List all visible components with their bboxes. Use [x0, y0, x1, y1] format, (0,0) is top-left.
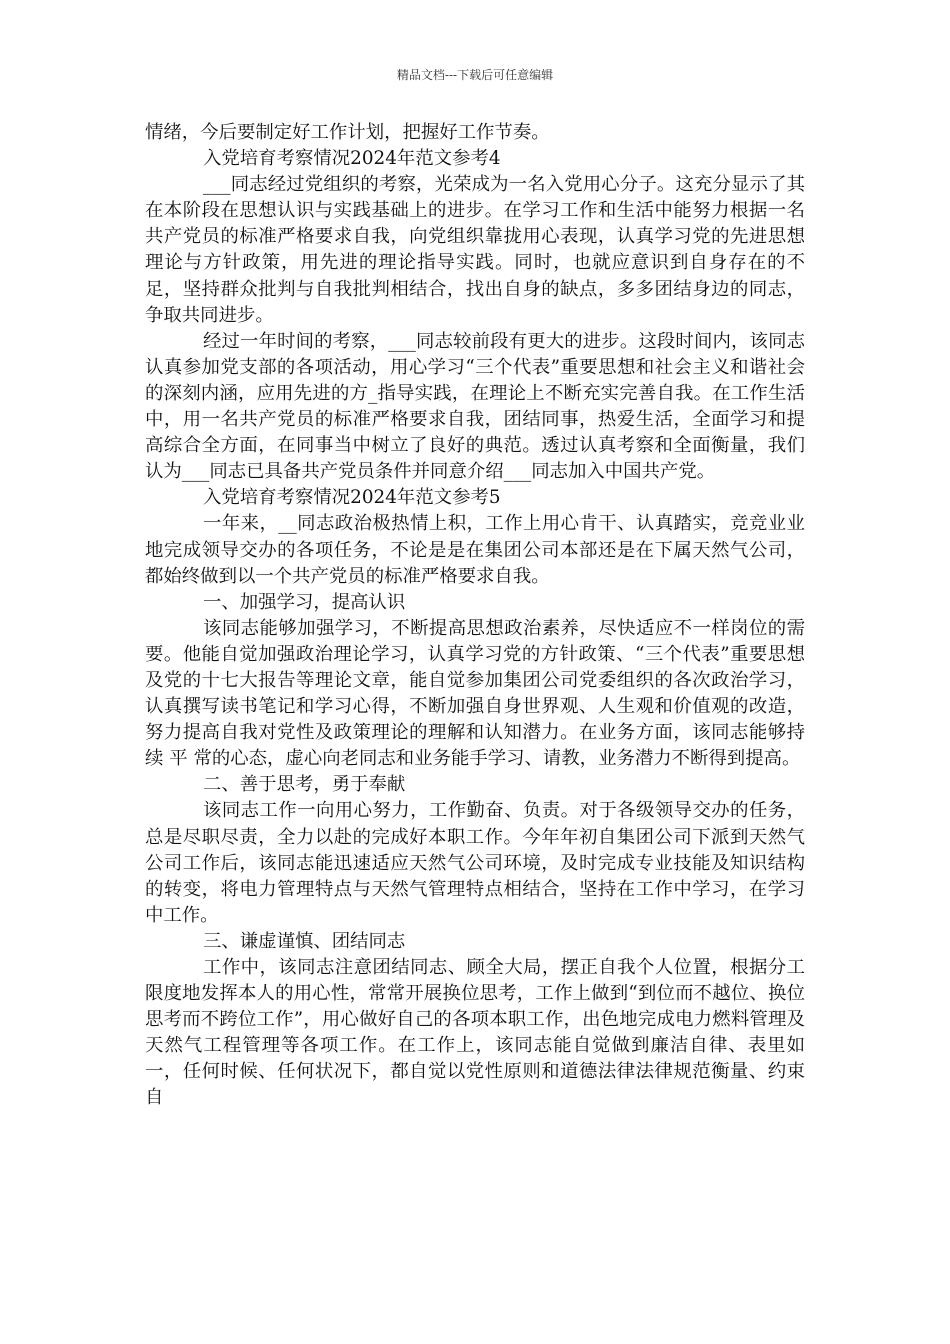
document-body: [145, 120, 805, 1112]
paragraph: 三、谦虚谨慎、团结同志: [203, 930, 406, 952]
paragraph: 该同志工作一向用心努力，工作勤奋、负责。对于各级领导交办的任务，总是尽职尽责，全力以赴的完成好本职工作。今年年初自集团公司下派到天然气公司工作后，该同志能迅速适应天然气公司环境，及时完成专业技能及知识结构的转变，将电力管理特点与天然气管理特点相结合，坚持在工作中学习，在学习中工作。: [145, 800, 805, 926]
paragraph: 二、善于思考，勇于奉献: [203, 774, 406, 796]
paragraph: 经过一年时间的考察，___同志较前段有更大的进步。这段时间内，该同志认真参加党支部的各项活动，用心学习“三个代表”重要思想和社会主义和谐社会的深刻内涵，应用先进的方_指导实践，在理论上不断充实完善自我。在工作生活中，用一名共产党员的标准严格要求自我，团结同事，热爱生活，全面学习和提高综合全方面，在同事当中树立了良好的典范。透过认真考察和全面衡量，我们认为___同志已具备共产党员条件并同意介绍___同志加入中国共产党。: [145, 330, 805, 483]
paragraph: ___同志经过党组织的考察，光荣成为一名入党用心分子。这充分显示了其在本阶段在思想认识与实践基础上的进步。在学习工作和生活中能努力根据一名共产党员的标准严格要求自我，向党组织靠拢用心表现，认真学习党的先进思想理论与方针政策，用先进的理论指导实践。同时，也就应意识到自身存在的不足，坚持群众批判与自我批判相结合，找出自身的缺点，多多团结身边的同志，争取共同进步。: [145, 174, 805, 326]
paragraph: 该同志能够加强学习，不断提高思想政治素养，尽快适应不一样岗位的需要。他能自觉加强政治理论学习，认真学习党的方针政策、“三个代表”重要思想及党的十七大报告等理论文章，能自觉参加集团公司党委组织的各次政治学习，认真撰写读书笔记和学习心得，不断加强自身世界观、人生观和价值观的改造，努力提高自我对党性及政策理论的理解和认知潜力。在业务方面，该同志能够持续 平 常的心态，虚心向老同志和业务能手学习、请教，业务潜力不断得到提高。: [145, 617, 805, 770]
paragraph: 情绪，今后要制定好工作计划，把握好工作节奏。: [145, 122, 550, 143]
paragraph: 工作中，该同志注意团结同志、顾全大局，摆正自我个人位置，根据分工限度地发挥本人的用心性，常常开展换位思考，工作上做到“到位而不越位、换位思考而不跨位工作”，用心做好自己的各项本职工作，出色地完成电力燃料管理及天然气工程管理等各项工作。在工作上，该同志能自觉做到廉洁自律、表里如一，任何时候、任何状况下，都自觉以党性原则和道德法律法律规范衡量、约束自: [145, 957, 805, 1109]
paragraph: 入党培育考察情况2024年范文参考4: [203, 148, 501, 170]
paragraph: 一年来，__同志政治极热情上积，工作上用心肯干、认真踏实，竞竞业业地完成领导交办的各项任务，不论是是在集团公司本部还是在下属天然气公司，都始终做到以一个共产党员的标准严格要求自我。: [145, 513, 805, 587]
paragraph: 一、加强学习，提高认识: [203, 591, 406, 613]
paragraph: 入党培育考察情况2024年范文参考5: [203, 487, 501, 509]
page-header: 精品文档---下载后可任意编辑: [396, 68, 554, 82]
